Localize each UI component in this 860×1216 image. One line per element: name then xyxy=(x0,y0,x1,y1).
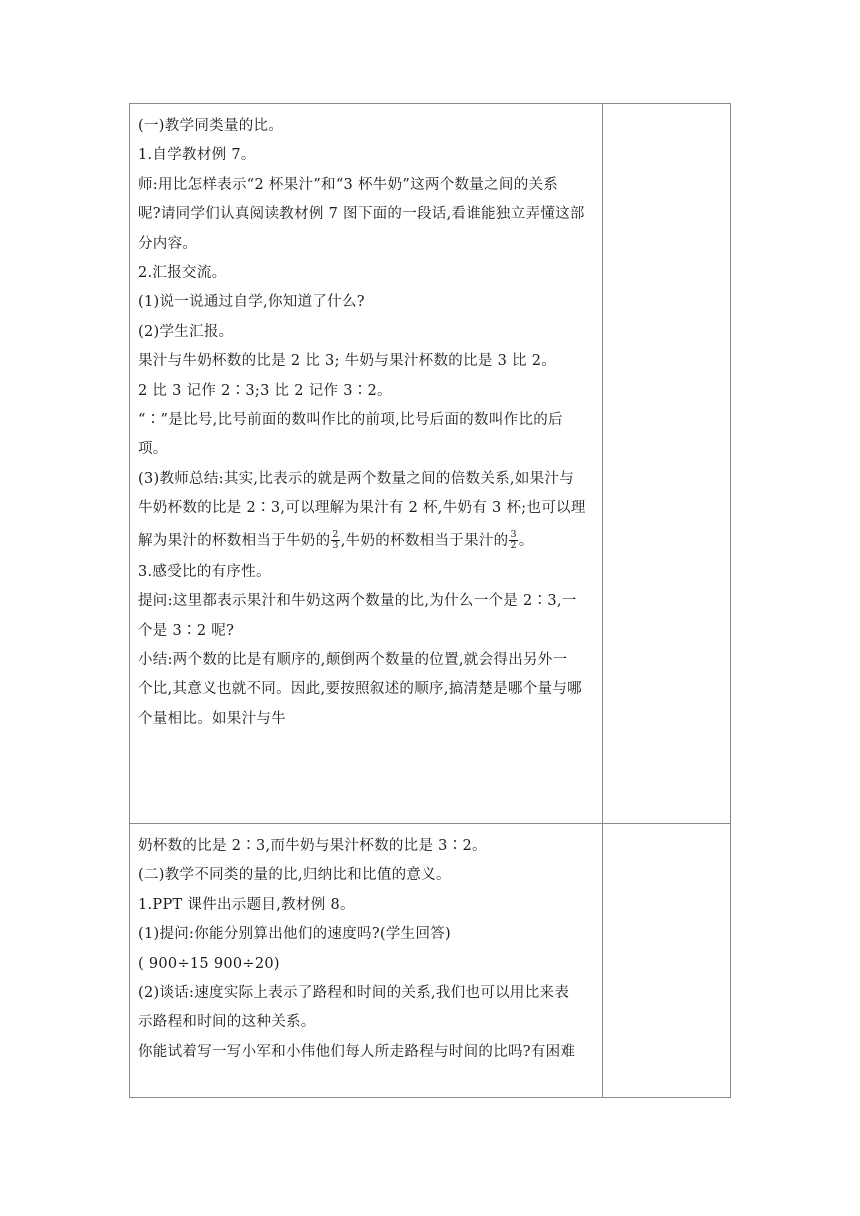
table-row xyxy=(130,104,731,824)
text-line: (2)谈话:速度实际上表示了路程和时间的关系,我们也可以用比来表 xyxy=(138,985,570,1002)
fraction-line xyxy=(138,524,594,558)
fraction-denominator: 3 xyxy=(332,540,339,552)
text-line: 你能试着写一写小军和小伟他们每人所走路程与时间的比吗?有困难 xyxy=(138,1043,576,1060)
text-line: 牛奶杯数的比是 2∶3,可以理解为果汁有 2 杯,牛奶有 3 杯;也可以理 xyxy=(138,500,586,517)
text-line: 示路程和时间的这种关系。 xyxy=(138,1014,316,1031)
text-line: 3.感受比的有序性。 xyxy=(138,563,271,580)
notes-cell xyxy=(603,104,731,824)
text-line: 1.自学教材例 7。 xyxy=(138,147,256,164)
text-line: 1.PPT 课件出示题目,教材例 8。 xyxy=(138,896,355,913)
text-line: (2)学生汇报。 xyxy=(138,323,234,340)
fraction-denominator: 2 xyxy=(510,540,517,552)
text-line: (1)说一说通过自学,你知道了什么? xyxy=(138,294,365,311)
text-line: 师:用比怎样表示“2 杯果汁”和“3 杯牛奶”这两个数量之间的关系 xyxy=(138,176,559,193)
text-line: 奶杯数的比是 2∶3,而牛奶与果汁杯数的比是 3∶2。 xyxy=(138,838,487,854)
content-text xyxy=(130,824,602,1067)
lesson-table xyxy=(129,103,731,1098)
text-line: (二)教学不同类的量的比,归纳比和比值的意义。 xyxy=(138,867,451,884)
notes-cell xyxy=(603,824,731,1098)
text-line: “∶”是比号,比号前面的数叫作比的前项,比号后面的数叫作比的后 xyxy=(138,412,563,429)
text-line: (一)教学同类量的比。 xyxy=(138,118,284,134)
text-line: 个量相比。如果汁与牛 xyxy=(138,710,286,727)
text-line: (1)提问:你能分别算出他们的速度吗?(学生回答) xyxy=(138,926,452,943)
fraction-line-before: 解为果汁的杯数相当于牛奶的 xyxy=(138,532,331,549)
text-line: (3)教师总结:其实,比表示的就是两个数量之间的倍数关系,如果汁与 xyxy=(138,470,575,487)
text-line: 分内容。 xyxy=(138,235,198,252)
fraction-line-middle: ,牛奶的杯数相当于果汁的 xyxy=(340,532,509,549)
text-line: 果汁与牛奶杯数的比是 2 比 3; 牛奶与果汁杯数的比是 3 比 2。 xyxy=(138,353,557,370)
text-line: 提问:这里都表示果汁和牛奶这两个数量的比,为什么一个是 2∶3,一 xyxy=(138,593,577,610)
text-line: ( 900÷15 900÷20) xyxy=(138,955,280,972)
fraction-line-after: 。 xyxy=(518,532,534,549)
text-line: 2.汇报交流。 xyxy=(138,265,227,282)
content-cell xyxy=(130,824,603,1098)
text-line: 项。 xyxy=(138,441,168,458)
table-row xyxy=(130,824,731,1098)
text-line: 小结:两个数的比是有顺序的,颠倒两个数量的位置,就会得出另外一 xyxy=(138,651,568,668)
fraction-two-thirds xyxy=(331,530,339,551)
text-line: 2 比 3 记作 2∶3;3 比 2 记作 3∶2。 xyxy=(138,382,392,399)
fraction-numerator: 2 xyxy=(332,529,339,541)
text-line: 个比,其意义也就不同。因此,要按照叙述的顺序,搞清楚是哪个量与哪 xyxy=(138,681,582,698)
fraction-three-halves xyxy=(509,530,517,551)
text-line: 呢?请同学们认真阅读教材例 7 图下面的一段话,看谁能独立弄懂这部 xyxy=(138,206,585,223)
content-cell xyxy=(130,104,603,824)
text-line: 个是 3∶2 呢? xyxy=(138,622,235,639)
fraction-numerator: 3 xyxy=(510,529,517,541)
content-text xyxy=(130,104,602,734)
